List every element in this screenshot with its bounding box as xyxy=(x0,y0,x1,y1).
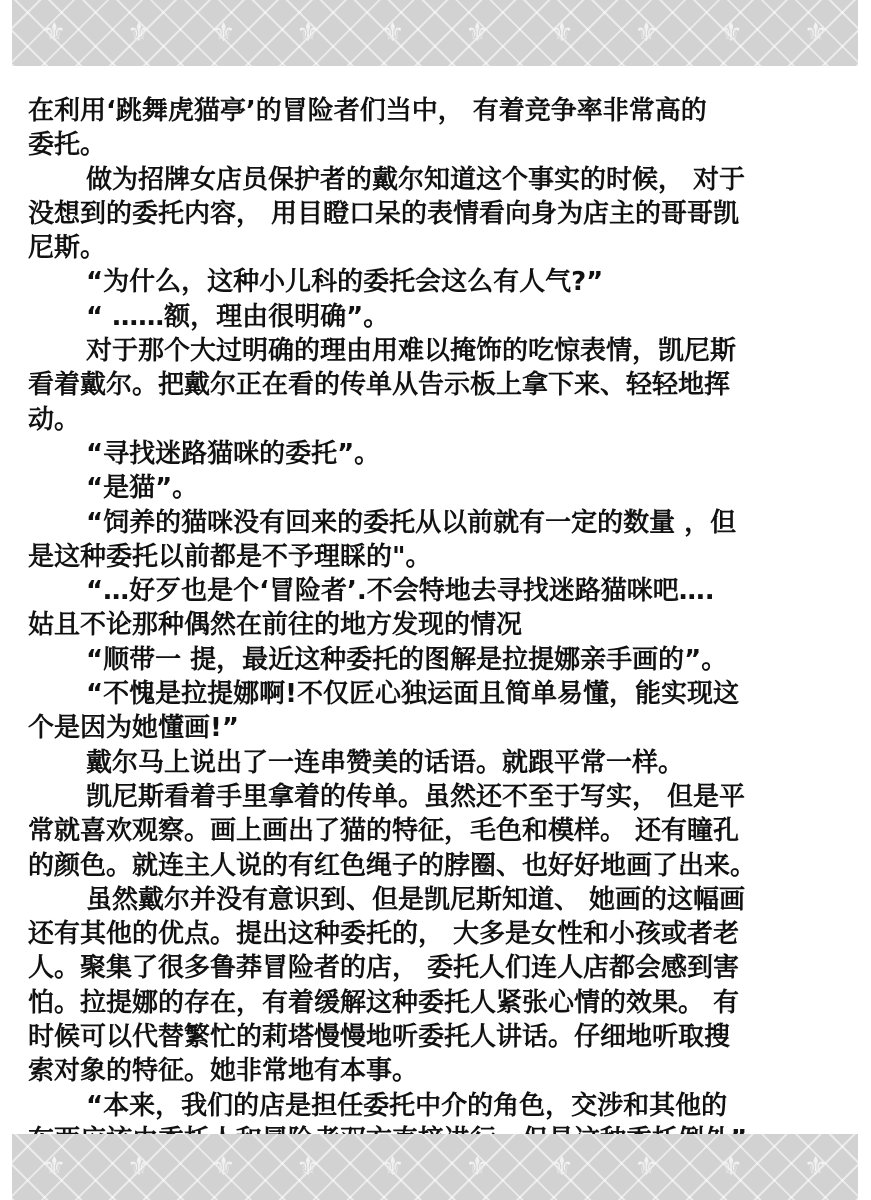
text-line: 看着戴尔。把戴尔正在看的传单从告示板上拿下来、轻轻地挥 xyxy=(28,370,731,401)
bottom-decorative-band xyxy=(12,1134,858,1200)
top-decorative-band xyxy=(12,0,858,66)
text-line: 虽然戴尔并没有意识到、但是凯尼斯知道、 她画的这幅画 xyxy=(86,884,746,915)
text-line: 尼斯。 xyxy=(28,233,107,264)
text-line: 常就喜欢观察。画上画出了猫的特征，毛色和模样。 还有瞳孔 xyxy=(28,816,740,847)
text-line: “寻找迷路猫咪的委托”。 xyxy=(86,438,381,469)
text-line: 凯尼斯看着手里拿着的传单。虽然还不至于写实， 但是平 xyxy=(86,781,746,812)
novel-text-body xyxy=(28,94,858,1157)
text-line: “是猫”。 xyxy=(86,473,199,504)
text-line: “为什么，这种小儿科的委托会这么有人气?” xyxy=(86,267,604,298)
text-line: 动。 xyxy=(28,404,81,435)
text-line: 怕。拉提娜的存在，有着缓解这种委托人紧张心情的效果。 有 xyxy=(28,987,740,1018)
text-line: “本来，我们的店是担任委托中介的角色，交涉和其他的 xyxy=(86,1090,728,1121)
text-line: 索对象的特征。她非常地有本事。 xyxy=(28,1056,419,1087)
text-line: 还有其他的优点。提出这种委托的， 大多是女性和小孩或者老 xyxy=(28,919,740,950)
text-line: “不愧是拉提娜啊!不仅匠心独运面且简单易懂，能实现这 xyxy=(86,679,739,710)
text-line: “ ……额，理由很明确”。 xyxy=(86,301,390,332)
text-line: 委托。 xyxy=(28,130,107,161)
fleur-pattern-icon: ⚜ ⚜ ⚜ ⚜ ⚜ ⚜ ⚜ ⚜ ⚜ ⚜ xyxy=(42,1152,828,1182)
text-line: 的颜色。就连主人说的有红色绳子的脖圈、也好好地画了出来。 xyxy=(28,850,757,881)
text-line: 戴尔马上说出了一连串赞美的话语。就跟平常一样。 xyxy=(86,747,685,778)
text-line: “饲养的猫咪没有回来的委托从以前就有一定的数量 ，但 xyxy=(86,507,737,538)
text-line: 是这种委托以前都是不予理睬的"。 xyxy=(28,541,432,572)
text-line: 没想到的委托内容， 用目瞪口呆的表情看向身为店主的哥哥凯 xyxy=(28,198,740,229)
text-line: 做为招牌女店员保护者的戴尔知道这个事实的时候， 对于 xyxy=(86,164,746,195)
text-line: 对于那个大过明确的理由用难以掩饰的吃惊表情，凯尼斯 xyxy=(86,336,737,367)
text-line: “顺带一 提，最近这种委托的图解是拉提娜亲手画的”。 xyxy=(86,644,728,675)
text-line: 时候可以代替繁忙的莉塔慢慢地听委托人讲话。仔细地听取搜 xyxy=(28,1022,731,1053)
text-line: 个是因为她懂画!” xyxy=(28,713,239,744)
text-line: 人。聚集了很多鲁莽冒险者的店， 委托人们连人店都会感到害 xyxy=(28,953,740,984)
fleur-pattern-icon: ⚜ ⚜ ⚜ ⚜ ⚜ ⚜ ⚜ ⚜ ⚜ ⚜ xyxy=(42,18,828,48)
text-line: 姑且不论那种偶然在前往的地方发现的情况 xyxy=(28,610,523,641)
text-line: 在利用‘跳舞虎猫亭’的冒险者们当中， 有着竞争率非常高的 xyxy=(28,96,707,126)
text-line: “…好歹也是个‘冒险者’.不会特地去寻找迷路猫咪吧…. xyxy=(86,576,715,607)
